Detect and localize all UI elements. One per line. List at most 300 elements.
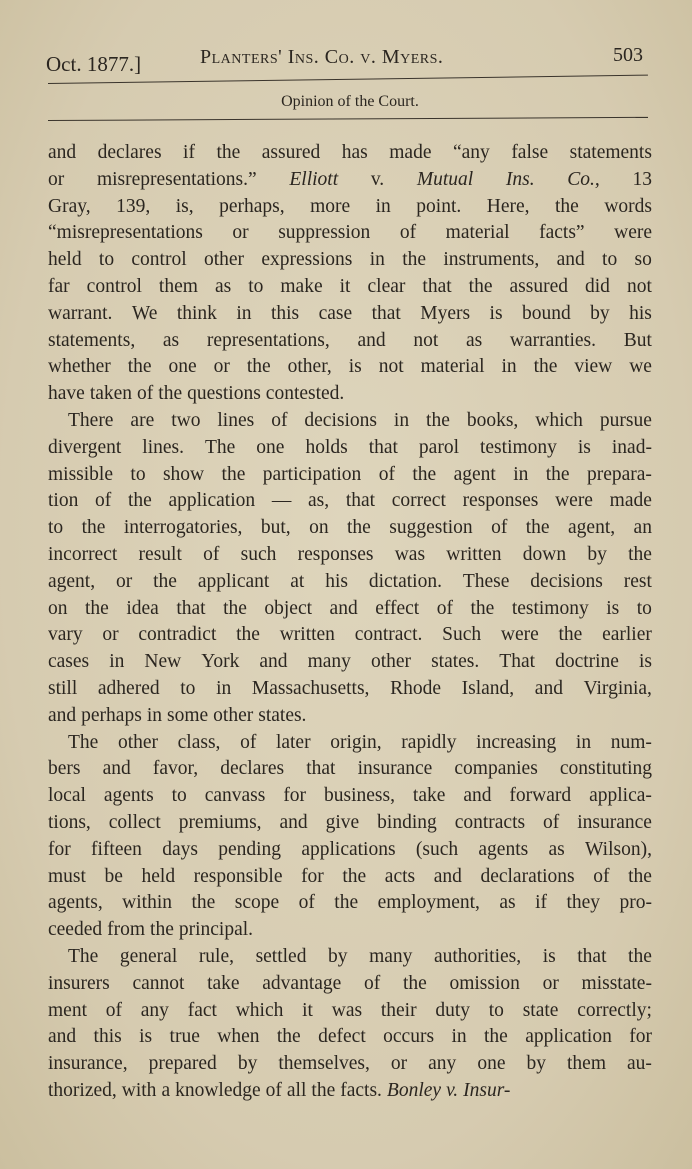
- word: insurance: [357, 758, 433, 780]
- text-line: [48, 381, 652, 408]
- word: the: [342, 865, 367, 887]
- word: the: [158, 383, 183, 405]
- word: to: [636, 597, 652, 619]
- word: which: [235, 999, 284, 1021]
- word: that: [306, 758, 336, 780]
- word: lines.: [142, 436, 184, 458]
- word: other: [213, 704, 254, 726]
- word: taken: [89, 383, 133, 405]
- word: his: [325, 570, 348, 592]
- text-line: [48, 488, 652, 515]
- word: business,: [324, 785, 395, 807]
- word: the: [412, 463, 437, 485]
- word: the: [150, 919, 174, 941]
- word: think: [176, 302, 217, 324]
- word: assured: [509, 275, 568, 297]
- word: with: [121, 1079, 157, 1101]
- text-line: [48, 783, 652, 810]
- word: all: [286, 1079, 307, 1101]
- word: —: [271, 490, 292, 512]
- word: by: [590, 302, 610, 324]
- header-rule-bottom: [48, 117, 648, 121]
- word: some: [166, 704, 209, 726]
- word: object: [264, 597, 313, 619]
- word: for: [48, 838, 71, 860]
- word: the: [558, 624, 583, 646]
- word: of: [491, 517, 508, 539]
- word: parol: [418, 436, 459, 458]
- text-line: [48, 971, 652, 998]
- word: state: [522, 999, 559, 1021]
- word: as: [214, 275, 232, 297]
- word: canvass: [204, 785, 266, 807]
- word: misrepresentations.”: [96, 168, 257, 190]
- word: increasing: [476, 731, 557, 753]
- word: as: [465, 329, 483, 351]
- running-header: [0, 38, 692, 78]
- word: incorrect: [48, 543, 118, 565]
- italic-citation-word: Co.,: [567, 168, 600, 190]
- word: to: [48, 517, 64, 539]
- word: au-: [627, 1053, 652, 1075]
- word: pending: [218, 838, 282, 860]
- word: class,: [177, 731, 221, 753]
- word: as: [162, 329, 180, 351]
- word: companies: [454, 758, 538, 780]
- word: states.: [258, 704, 307, 726]
- text-line: [48, 247, 652, 274]
- word: of: [240, 731, 257, 753]
- section-heading: Opinion of the Court.: [281, 93, 419, 110]
- word: general: [119, 945, 178, 967]
- word: held: [48, 249, 82, 271]
- word: v.: [370, 168, 385, 190]
- word: by: [328, 945, 348, 967]
- word: were: [614, 222, 652, 244]
- word: fact: [187, 999, 217, 1021]
- word: or: [390, 1053, 408, 1075]
- word: the: [127, 490, 152, 512]
- italic-citation-word: Bonley: [386, 1079, 442, 1101]
- word: within: [122, 892, 172, 914]
- paragraph: [48, 408, 652, 730]
- word: the: [216, 142, 241, 163]
- word: other,: [287, 356, 332, 378]
- word: written: [446, 543, 502, 565]
- word: and: [102, 758, 131, 780]
- word: Myers: [420, 302, 471, 324]
- word: be: [104, 865, 123, 887]
- word: the: [223, 597, 247, 619]
- word: origin,: [330, 731, 382, 753]
- word: the: [347, 517, 371, 539]
- word: num-: [610, 731, 652, 753]
- word: made: [389, 142, 432, 163]
- word: constituting: [559, 758, 652, 780]
- word: But: [623, 329, 652, 351]
- word: or: [102, 624, 119, 646]
- word: any: [140, 999, 169, 1021]
- word: perhaps,: [219, 195, 285, 217]
- word: idea: [126, 597, 159, 619]
- word: principal.: [178, 919, 254, 941]
- word: in: [375, 195, 391, 217]
- word: of: [95, 490, 112, 512]
- text-line: [48, 274, 652, 301]
- word: 13: [632, 168, 652, 190]
- word: or: [213, 356, 230, 378]
- word: an: [633, 517, 652, 539]
- word: many: [307, 651, 351, 673]
- text-line: [48, 194, 652, 221]
- word: words: [604, 195, 652, 217]
- word: of: [436, 597, 453, 619]
- text-line: [48, 730, 652, 757]
- text-line: [48, 837, 652, 864]
- word: the: [311, 1079, 336, 1101]
- text-line: [48, 1078, 652, 1105]
- word: agents,: [48, 892, 103, 914]
- word: other: [203, 249, 245, 271]
- word: states.: [431, 651, 480, 673]
- text-line: [48, 569, 652, 596]
- word: acts: [384, 865, 416, 887]
- word: the: [628, 865, 652, 887]
- word: of: [105, 999, 123, 1021]
- word: statements: [569, 142, 652, 163]
- word: this: [270, 302, 300, 324]
- word: and: [48, 1026, 77, 1048]
- word: made: [609, 490, 652, 512]
- text-line: [48, 998, 652, 1025]
- word: down: [522, 543, 567, 565]
- word: books,: [466, 409, 519, 431]
- word: and: [357, 329, 386, 351]
- word: false: [511, 142, 549, 163]
- word: perhaps: [81, 704, 142, 726]
- word: occurs: [383, 1026, 435, 1048]
- word: not: [413, 329, 439, 351]
- word: questions: [187, 383, 261, 405]
- word: rest: [623, 570, 652, 592]
- word: in: [501, 356, 517, 378]
- word: misstate-: [581, 972, 652, 994]
- word: as: [548, 838, 565, 860]
- text-line: [48, 542, 652, 569]
- word: vary: [48, 624, 83, 646]
- word: were: [500, 624, 539, 646]
- word: warranties.: [509, 329, 597, 351]
- word: and: [329, 597, 358, 619]
- text-line: [48, 328, 652, 355]
- word: in: [369, 249, 385, 271]
- word: the: [484, 1026, 508, 1048]
- word: omission: [449, 972, 520, 994]
- word: cannot: [132, 972, 185, 994]
- word: Gray,: [48, 195, 91, 217]
- word: earlier: [602, 624, 652, 646]
- word: by: [587, 543, 607, 565]
- word: the: [402, 972, 427, 994]
- word: so: [634, 249, 652, 271]
- word: pursue: [599, 409, 652, 431]
- word: interrogatories,: [123, 517, 243, 539]
- word: testimony: [511, 597, 589, 619]
- word: his: [629, 302, 652, 324]
- word: application: [168, 490, 256, 512]
- word: clear: [367, 275, 406, 297]
- word: one: [477, 1053, 506, 1075]
- word: facts”: [539, 222, 585, 244]
- word: warrant.: [48, 302, 113, 324]
- italic-citation-word: Elliott: [289, 168, 339, 190]
- word: of: [593, 865, 610, 887]
- word: insurance,: [48, 1053, 128, 1075]
- word: in: [236, 302, 252, 324]
- word: it: [339, 275, 351, 297]
- word: result: [138, 543, 182, 565]
- word: is: [139, 1026, 153, 1048]
- word: written: [279, 624, 335, 646]
- word: in: [216, 677, 232, 699]
- word: that: [176, 597, 206, 619]
- word: representations,: [206, 329, 330, 351]
- word: the: [402, 249, 427, 271]
- word: The: [204, 436, 236, 458]
- word: many: [369, 945, 413, 967]
- word: the: [628, 945, 652, 967]
- word: “any: [453, 142, 490, 163]
- word: at: [290, 570, 305, 592]
- word: in: [575, 731, 592, 753]
- word: the: [525, 517, 550, 539]
- word: more: [310, 195, 351, 217]
- word: declares: [220, 758, 285, 780]
- word: contracts: [454, 811, 526, 833]
- word: view: [574, 356, 613, 378]
- page-number: 503: [613, 44, 643, 66]
- word: applications: [301, 838, 396, 860]
- paragraph: [48, 730, 652, 944]
- word: by: [237, 1053, 258, 1075]
- text-line: [48, 864, 652, 891]
- word: to: [248, 275, 264, 297]
- word: holds: [305, 436, 348, 458]
- word: any: [428, 1053, 457, 1075]
- text-line: [48, 462, 652, 489]
- word: case: [318, 302, 353, 324]
- word: agent,: [48, 570, 96, 592]
- word: one: [256, 436, 285, 458]
- word: has: [341, 142, 368, 163]
- word: of: [265, 1079, 282, 1101]
- word: it: [302, 999, 313, 1021]
- word: Wilson),: [585, 838, 652, 860]
- word: and: [48, 142, 77, 163]
- word: Island,: [461, 677, 515, 699]
- word: These: [462, 570, 510, 592]
- word: divergent: [48, 436, 122, 458]
- text-line: [48, 756, 652, 783]
- text-line: [48, 408, 652, 435]
- text-line: [48, 810, 652, 837]
- word: bound: [521, 302, 571, 324]
- word: give: [325, 811, 360, 833]
- word: on: [309, 517, 329, 539]
- word: employment,: [377, 892, 480, 914]
- text-line: [48, 649, 652, 676]
- word: material: [420, 356, 485, 378]
- word: decisions: [530, 570, 603, 592]
- text-line: [48, 220, 652, 247]
- word: days: [162, 838, 198, 860]
- word: was: [394, 543, 426, 565]
- word: facts.: [340, 1079, 382, 1101]
- word: of: [399, 222, 417, 244]
- word: in: [513, 463, 529, 485]
- word: we: [629, 356, 652, 378]
- word: that: [371, 302, 401, 324]
- text-line: [48, 140, 652, 167]
- word: their: [380, 999, 417, 1021]
- word: of: [298, 892, 315, 914]
- word: responsible: [193, 865, 283, 887]
- word: binding: [377, 811, 437, 833]
- word: by: [526, 1053, 546, 1075]
- word: doctrine: [555, 651, 619, 673]
- text-line: [48, 1024, 652, 1051]
- word: the: [246, 356, 271, 378]
- word: Such: [442, 624, 482, 646]
- word: other: [370, 651, 412, 673]
- word: take: [412, 785, 446, 807]
- word: rapidly: [401, 731, 457, 753]
- word: agent: [453, 463, 496, 485]
- word: to: [130, 463, 146, 485]
- word: the: [127, 356, 152, 378]
- word: declarations: [480, 865, 575, 887]
- word: and: [534, 677, 563, 699]
- word: the: [555, 195, 579, 217]
- word: that: [577, 945, 607, 967]
- word: contradict: [138, 624, 217, 646]
- italic-citation-word: v.: [446, 1079, 459, 1101]
- word: when: [217, 1026, 260, 1048]
- word: far: [48, 275, 70, 297]
- word: ceeded: [48, 919, 103, 941]
- word: if: [183, 142, 195, 163]
- word: missible: [48, 463, 114, 485]
- word: for: [301, 865, 324, 887]
- word: they: [566, 892, 601, 914]
- word: for: [283, 785, 307, 807]
- word: the: [545, 463, 570, 485]
- word: is: [489, 302, 503, 324]
- word: collect: [108, 811, 161, 833]
- word: the: [221, 463, 246, 485]
- word: the: [533, 356, 558, 378]
- word: to: [602, 249, 618, 271]
- word: them: [567, 1053, 607, 1075]
- word: the: [426, 409, 450, 431]
- word: material: [445, 222, 510, 244]
- word: settled: [255, 945, 307, 967]
- header-date: Oct. 1877.]: [46, 52, 142, 76]
- word: show: [162, 463, 205, 485]
- word: as: [499, 892, 516, 914]
- word: application: [525, 1026, 612, 1048]
- word: of: [203, 543, 220, 565]
- word: suggestion: [389, 517, 473, 539]
- word: statements,: [48, 329, 136, 351]
- word: New: [144, 651, 182, 673]
- word: the: [85, 597, 109, 619]
- word: testimony: [479, 436, 557, 458]
- word: insurance: [577, 811, 652, 833]
- word: from: [107, 919, 146, 941]
- word: other: [117, 731, 159, 753]
- word: or: [48, 168, 65, 190]
- word: the: [191, 892, 216, 914]
- word: knowledge: [175, 1079, 261, 1101]
- word: the: [628, 543, 652, 565]
- word: in: [393, 409, 410, 431]
- word: applicant: [197, 570, 270, 592]
- word: are: [130, 409, 155, 431]
- word: is: [638, 651, 652, 673]
- word: is: [606, 597, 620, 619]
- text-line: [48, 917, 652, 944]
- word: is,: [175, 195, 194, 217]
- word: tions,: [48, 811, 91, 833]
- word: the: [276, 1026, 301, 1048]
- text-line: [48, 676, 652, 703]
- word: agent,: [568, 517, 616, 539]
- word: as,: [308, 490, 330, 512]
- word: scope: [234, 892, 280, 914]
- text-line: [48, 703, 652, 730]
- word: rule,: [198, 945, 235, 967]
- word: decisions: [304, 409, 377, 431]
- word: Virginia,: [583, 677, 652, 699]
- word: “misrepresentations: [48, 222, 203, 244]
- word: true: [169, 1026, 200, 1048]
- word: control: [131, 249, 187, 271]
- word: and: [279, 811, 308, 833]
- word: point.: [416, 195, 462, 217]
- word: We: [131, 302, 158, 324]
- word: contested.: [265, 383, 345, 405]
- word: is: [577, 436, 591, 458]
- word: and: [259, 651, 288, 673]
- word: and: [556, 249, 585, 271]
- word: on: [48, 597, 68, 619]
- word: and: [463, 785, 492, 807]
- word: or: [116, 570, 133, 592]
- word: is: [348, 356, 362, 378]
- word: pro-: [619, 892, 652, 914]
- word: Here,: [486, 195, 530, 217]
- word: advantage: [262, 972, 342, 994]
- word: contract.: [354, 624, 423, 646]
- word: themselves,: [278, 1053, 370, 1075]
- word: bers: [48, 758, 81, 780]
- word: insurers: [48, 972, 110, 994]
- word: were: [555, 490, 593, 512]
- word: prepara-: [586, 463, 652, 485]
- word: to: [180, 677, 196, 699]
- word: have: [48, 383, 85, 405]
